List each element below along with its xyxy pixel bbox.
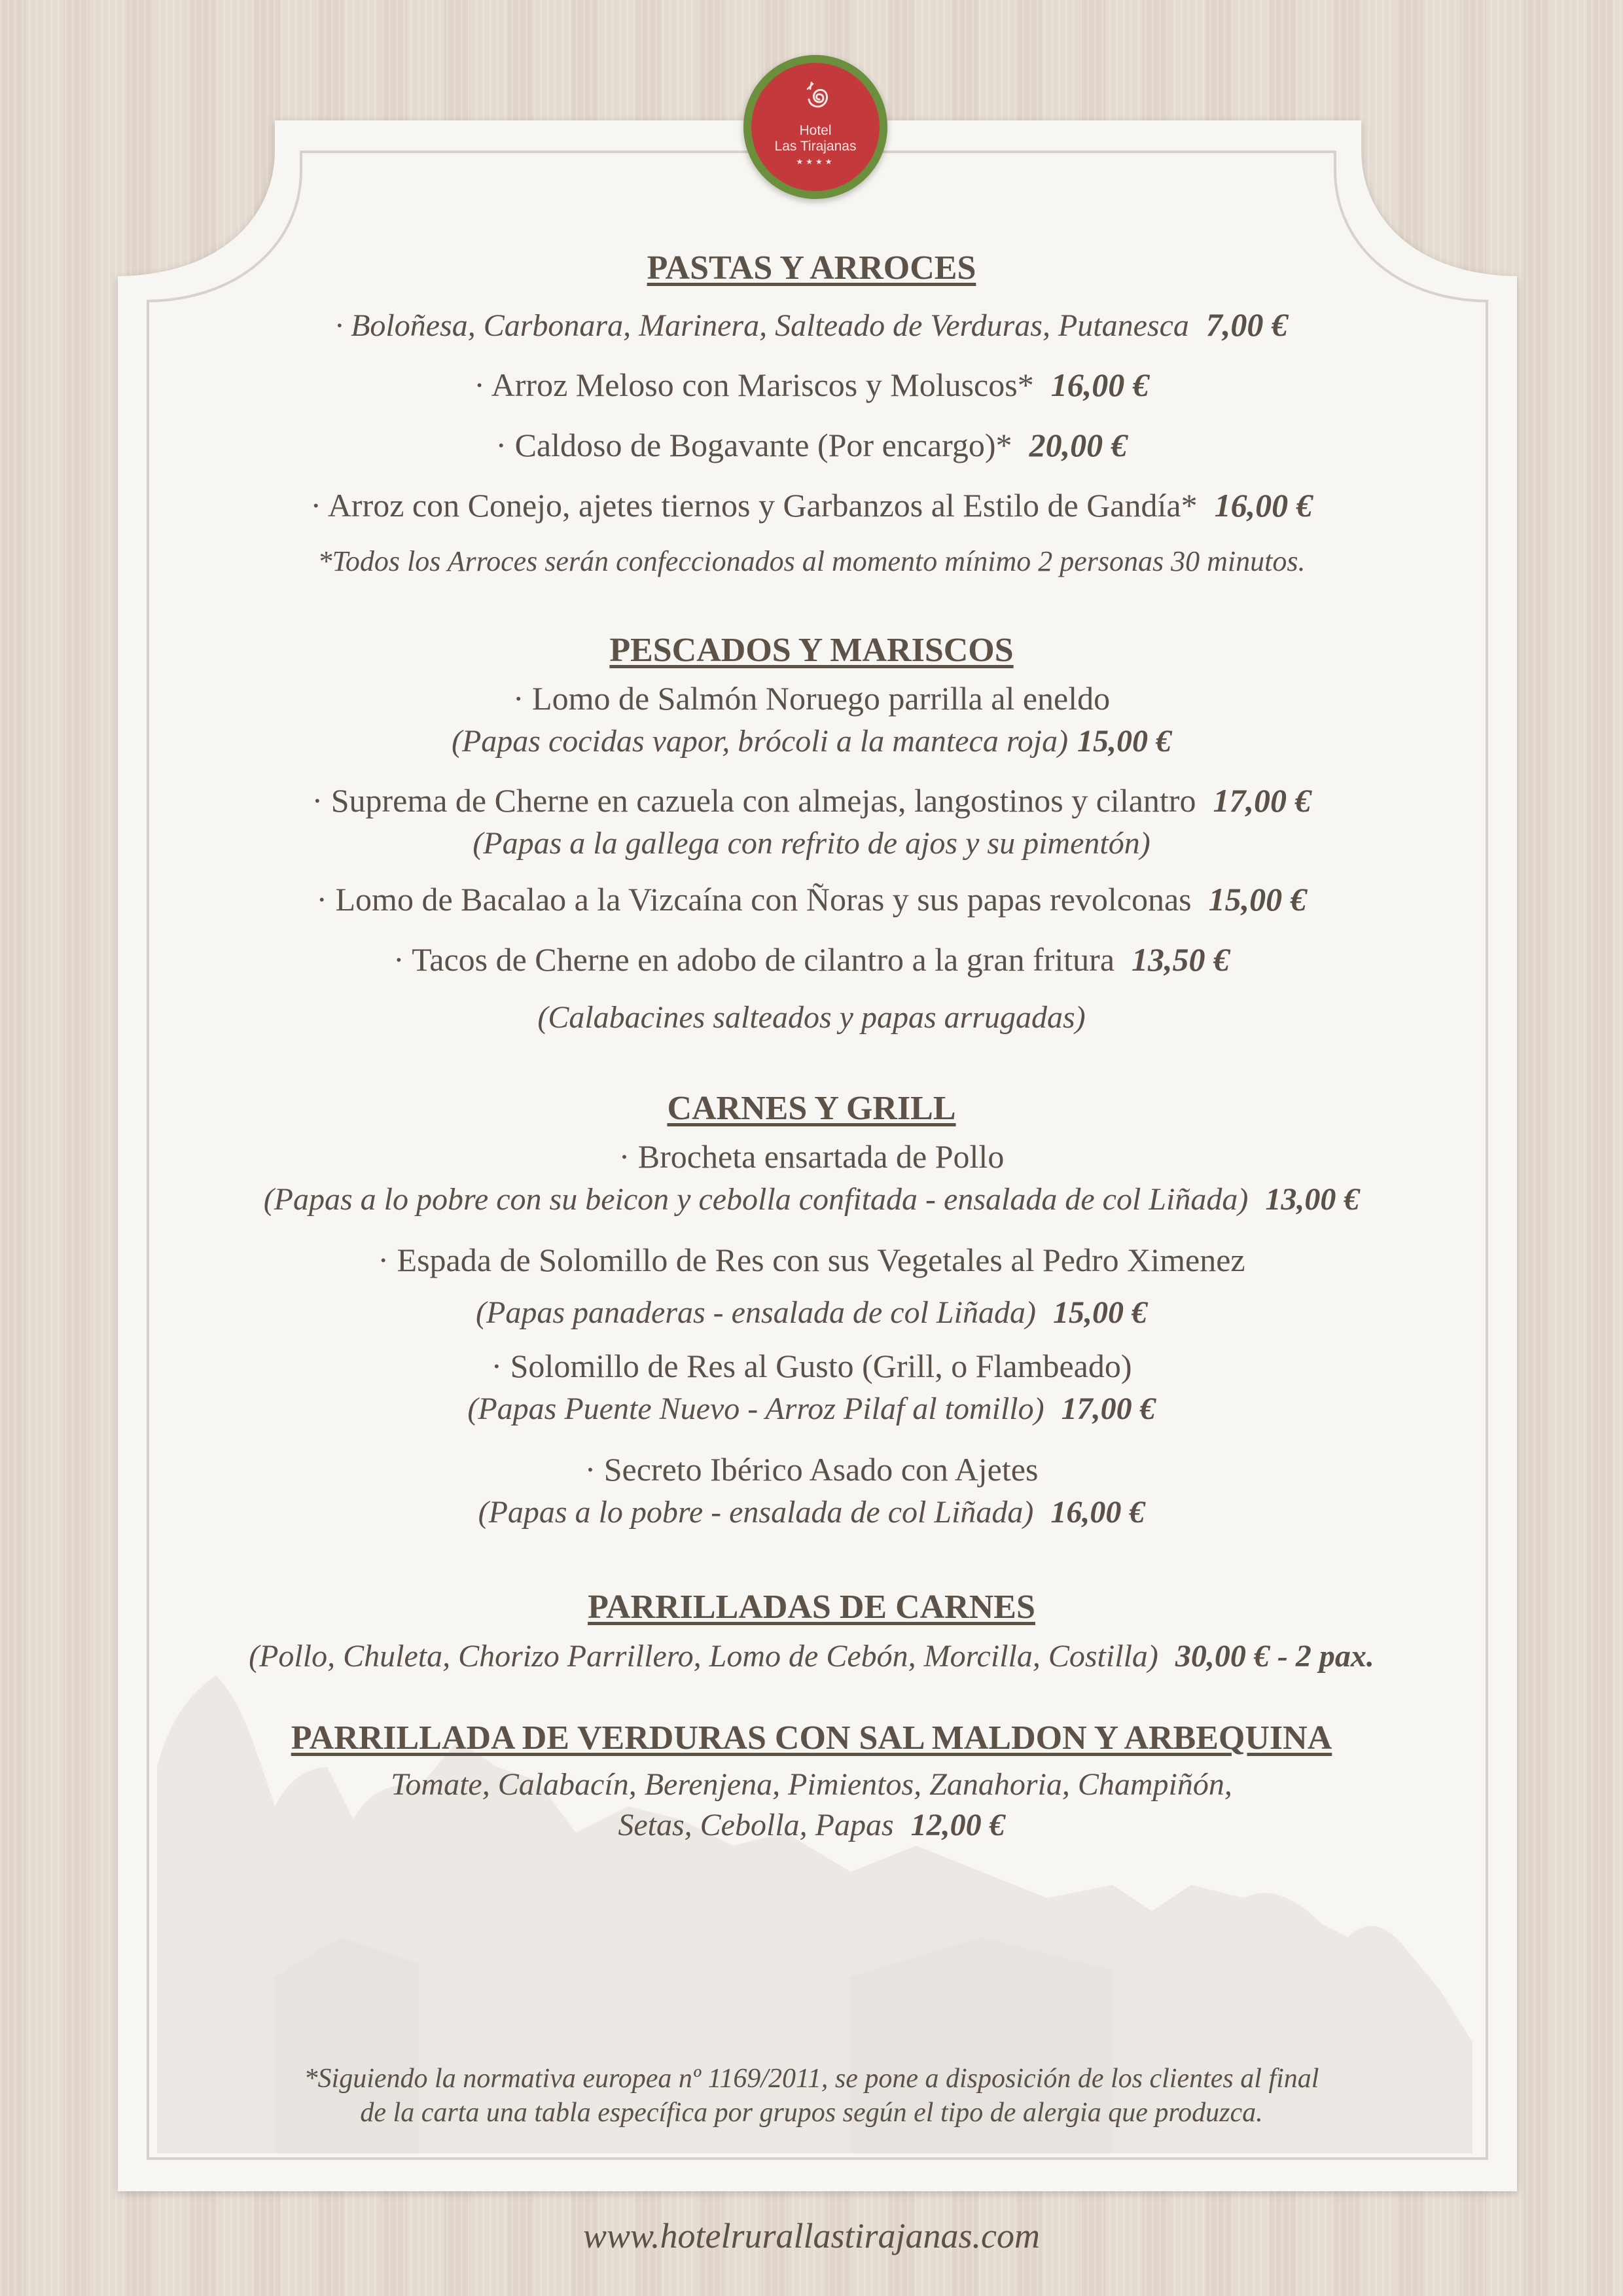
item-detail-text: (Papas Puente Nuevo - Arroz Pilaf al tomillo) xyxy=(467,1391,1044,1426)
section-title-pescados: PESCADOS Y MARISCOS xyxy=(609,632,1014,669)
allergen-footnote xyxy=(144,2062,1479,2130)
item-detail-text: Setas, Cebolla, Papas xyxy=(618,1808,894,1842)
section-note: *Todos los Arroces serán confeccionados al momento mínimo 2 personas 30 minutos. xyxy=(317,545,1306,577)
item-detail-text: (Papas a lo pobre - ensalada de col Liñada) xyxy=(478,1495,1034,1530)
menu-item xyxy=(118,355,1505,415)
item-text: · Arroz con Conejo, ajetes tiernos y Garbanzos al Estilo de Gandía* xyxy=(310,487,1198,524)
item-text: · Lomo de Salmón Noruego parrilla al eneldo xyxy=(512,680,1111,717)
item-detail-text: (Papas a lo pobre con su beicon y cebolla confitada - ensalada de col Liñada) xyxy=(263,1182,1249,1217)
item-price: 15,00 € xyxy=(1208,881,1307,918)
item-text: · Suprema de Cherne en cazuela con almejas, langostinos y cilantro xyxy=(312,782,1196,819)
item-detail-text: (Pollo, Chuleta, Chorizo Parrillero, Lomo de Cebón, Morcilla, Costilla) xyxy=(249,1639,1158,1674)
item-text: · Brocheta ensartada de Pollo xyxy=(618,1138,1005,1175)
menu-item xyxy=(118,677,1505,720)
menu-item xyxy=(118,1135,1505,1178)
item-price: 30,00 € - 2 pax. xyxy=(1175,1639,1374,1674)
item-text: · Arroz Meloso con Mariscos y Moluscos* xyxy=(474,367,1034,403)
item-detail-text: (Papas cocidas vapor, brócoli a la manteca roja) xyxy=(451,724,1069,759)
item-detail xyxy=(118,1282,1505,1344)
menu-item xyxy=(118,1344,1505,1388)
item-text: · Caldoso de Bogavante (Por encargo)* xyxy=(495,427,1012,463)
item-price: 7,00 € xyxy=(1205,306,1288,343)
item-price: 16,00 € xyxy=(1214,487,1313,524)
item-detail xyxy=(118,1388,1505,1431)
item-text: · Secreto Ibérico Asado con Ajetes xyxy=(584,1451,1039,1488)
item-price: 17,00 € xyxy=(1061,1391,1156,1426)
section-note: (Calabacines salteados y papas arrugadas) xyxy=(537,1000,1086,1035)
footnote-line-1: *Siguiendo la normativa europea nº 1169/2011, se pone a disposición de los clientes al final xyxy=(304,2064,1319,2094)
menu-item xyxy=(118,1238,1505,1282)
logo-line-1: Hotel xyxy=(799,123,832,138)
menu-item xyxy=(118,295,1505,355)
menu-item xyxy=(118,1448,1505,1491)
item-detail xyxy=(118,1805,1505,1846)
swirl-icon xyxy=(798,77,840,119)
item-detail xyxy=(118,1491,1505,1534)
hotel-logo xyxy=(743,55,887,199)
website-link[interactable]: www.hotelrurallastirajanas.com xyxy=(582,2216,1041,2255)
item-text: · Tacos de Cherne en adobo de cilantro a la gran fritura xyxy=(393,941,1115,978)
logo-stars: ★★★★ xyxy=(796,157,835,166)
footnote-line-2: de la carta una tabla específica por grupos según el tipo de alergia que produzca. xyxy=(360,2098,1263,2128)
item-detail xyxy=(118,1178,1505,1221)
menu-item xyxy=(118,929,1505,990)
item-text: · Lomo de Bacalao a la Vizcaína con Ñoras y sus papas revolconas xyxy=(316,881,1192,918)
item-text: · Espada de Solomillo de Res con sus Vegetales al Pedro Ximenez xyxy=(378,1242,1245,1278)
section-title-verduras: PARRILLADA DE VERDURAS CON SAL MALDON Y ARBEQUINA xyxy=(291,1719,1332,1757)
section-title-carnes: CARNES Y GRILL xyxy=(667,1090,956,1127)
item-price: 16,00 € xyxy=(1050,367,1149,403)
item-price: 15,00 € xyxy=(1052,1295,1147,1330)
logo-line-2: Las Tirajanas xyxy=(774,139,857,154)
item-detail-text: (Papas panaderas - ensalada de col Liñada) xyxy=(476,1295,1036,1330)
section-title-pastas: PASTAS Y ARROCES xyxy=(647,249,976,287)
menu-item xyxy=(118,475,1505,535)
item-price: 15,00 € xyxy=(1077,724,1172,759)
item-price: 16,00 € xyxy=(1050,1495,1145,1530)
item-detail xyxy=(118,1634,1505,1679)
menu-item xyxy=(118,869,1505,929)
item-detail xyxy=(118,720,1505,763)
item-detail: (Papas a la gallega con refrito de ajos y su pimentón) xyxy=(473,826,1150,861)
item-text: · Solomillo de Res al Gusto (Grill, o Flambeado) xyxy=(491,1348,1132,1384)
item-price: 12,00 € xyxy=(910,1808,1005,1842)
item-text: · Boloñesa, Carbonara, Marinera, Salteado de Verduras, Putanesca xyxy=(335,308,1189,343)
menu-item xyxy=(118,415,1505,475)
section-title-parrilladas: PARRILLADAS DE CARNES xyxy=(588,1588,1035,1626)
item-detail: Tomate, Calabacín, Berenjena, Pimientos, Zanahoria, Champiñón, xyxy=(391,1767,1232,1802)
item-price: 20,00 € xyxy=(1029,427,1128,463)
menu-item xyxy=(118,779,1505,822)
item-price: 17,00 € xyxy=(1213,782,1311,819)
menu-content xyxy=(118,242,1505,1846)
item-price: 13,50 € xyxy=(1132,941,1230,978)
item-price: 13,00 € xyxy=(1265,1182,1360,1217)
